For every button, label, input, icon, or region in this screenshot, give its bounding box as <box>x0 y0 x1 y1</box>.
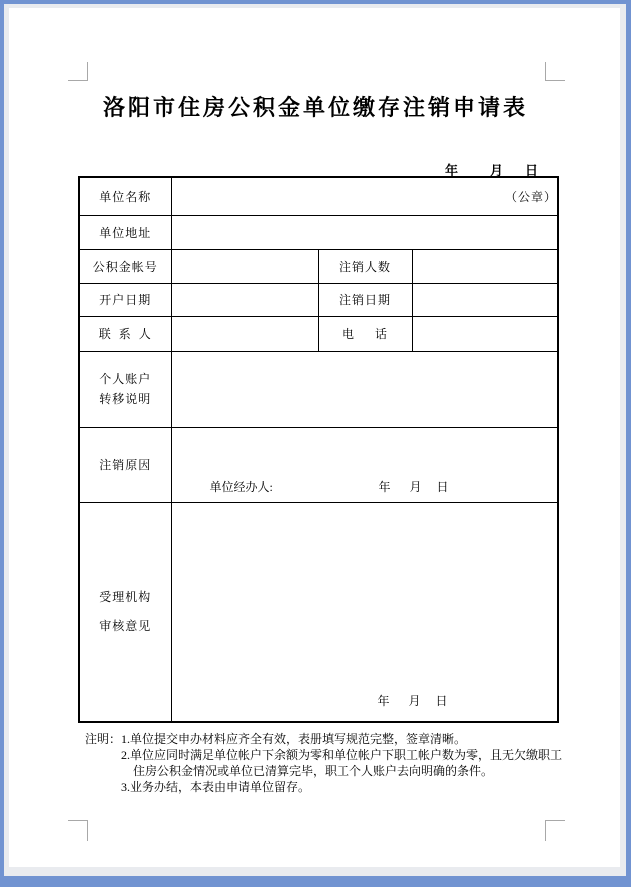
contact-label: 联 系 人 <box>79 316 171 351</box>
header-date-month: 月 <box>489 163 503 178</box>
transfer-note-input[interactable] <box>171 351 558 427</box>
handler-date-line <box>379 478 449 495</box>
cancel-count-input[interactable] <box>412 249 558 283</box>
table-row <box>79 502 558 722</box>
open-date-label: 开户日期 <box>79 283 171 316</box>
agency-opinion-label: 受理机构 审核意见 <box>79 502 171 722</box>
cancel-reason-label: 注销原因 <box>79 427 171 502</box>
agency-date-day: 日 <box>435 694 448 708</box>
footnote-item: 3.业务办结，本表由申请单位留存。 <box>121 780 311 794</box>
table-row <box>79 427 558 502</box>
crop-mark-top-left <box>68 62 88 81</box>
phone-input[interactable] <box>412 316 558 351</box>
agency-opinion-input[interactable] <box>171 502 558 722</box>
cancel-reason-input[interactable] <box>171 427 558 502</box>
phone-label: 电 话 <box>318 316 412 351</box>
agency-date-line <box>378 692 448 709</box>
open-date-input[interactable] <box>171 283 318 316</box>
cancel-date-input[interactable] <box>412 283 558 316</box>
table-row <box>79 177 558 215</box>
agency-date-month: 月 <box>408 694 421 708</box>
handler-date-day: 日 <box>436 479 449 494</box>
unit-name-input[interactable] <box>171 177 558 215</box>
table-row <box>79 351 558 427</box>
seal-hint: （公章） <box>505 189 558 204</box>
table-row <box>79 249 558 283</box>
unit-address-input[interactable] <box>171 215 558 249</box>
form-title: 洛阳市住房公积金单位缴存注销申请表 <box>102 95 528 120</box>
footnote-item: 2.单位应同时满足单位帐户下余额为零和单位帐户下职工帐户数为零，且无欠缴职工住房公积金情况或单位已清算完毕，职工个人账户去向明确的条件。 <box>121 748 563 778</box>
fund-account-label: 公积金帐号 <box>79 249 171 283</box>
contact-input[interactable] <box>171 316 318 351</box>
cancel-count-label: 注销人数 <box>318 249 412 283</box>
header-date-day: 日 <box>524 163 538 178</box>
table-row <box>79 215 558 249</box>
unit-address-label: 单位地址 <box>79 215 171 249</box>
crop-mark-top-right <box>545 62 565 81</box>
unit-name-label: 单位名称 <box>79 177 171 215</box>
footnotes-label: 注明： <box>85 732 122 746</box>
table-row <box>79 316 558 351</box>
handler-date-year: 年 <box>378 479 391 494</box>
unit-handler-label: 单位经办人: <box>209 479 273 494</box>
application-form-table <box>78 176 559 723</box>
footnotes <box>85 731 563 795</box>
handler-date-month: 月 <box>409 479 422 494</box>
header-date-year: 年 <box>444 163 458 178</box>
agency-date-year: 年 <box>377 694 390 708</box>
transfer-note-label: 个人账户 转移说明 <box>79 351 171 427</box>
table-row <box>79 283 558 316</box>
footnotes-list <box>121 731 563 795</box>
crop-mark-bottom-left <box>68 820 88 841</box>
footnote-item: 1.单位提交申办材料应齐全有效，表册填写规范完整，签章清晰。 <box>121 732 467 746</box>
crop-mark-bottom-right <box>545 820 565 841</box>
fund-account-input[interactable] <box>171 249 318 283</box>
cancel-date-label: 注销日期 <box>318 283 412 316</box>
